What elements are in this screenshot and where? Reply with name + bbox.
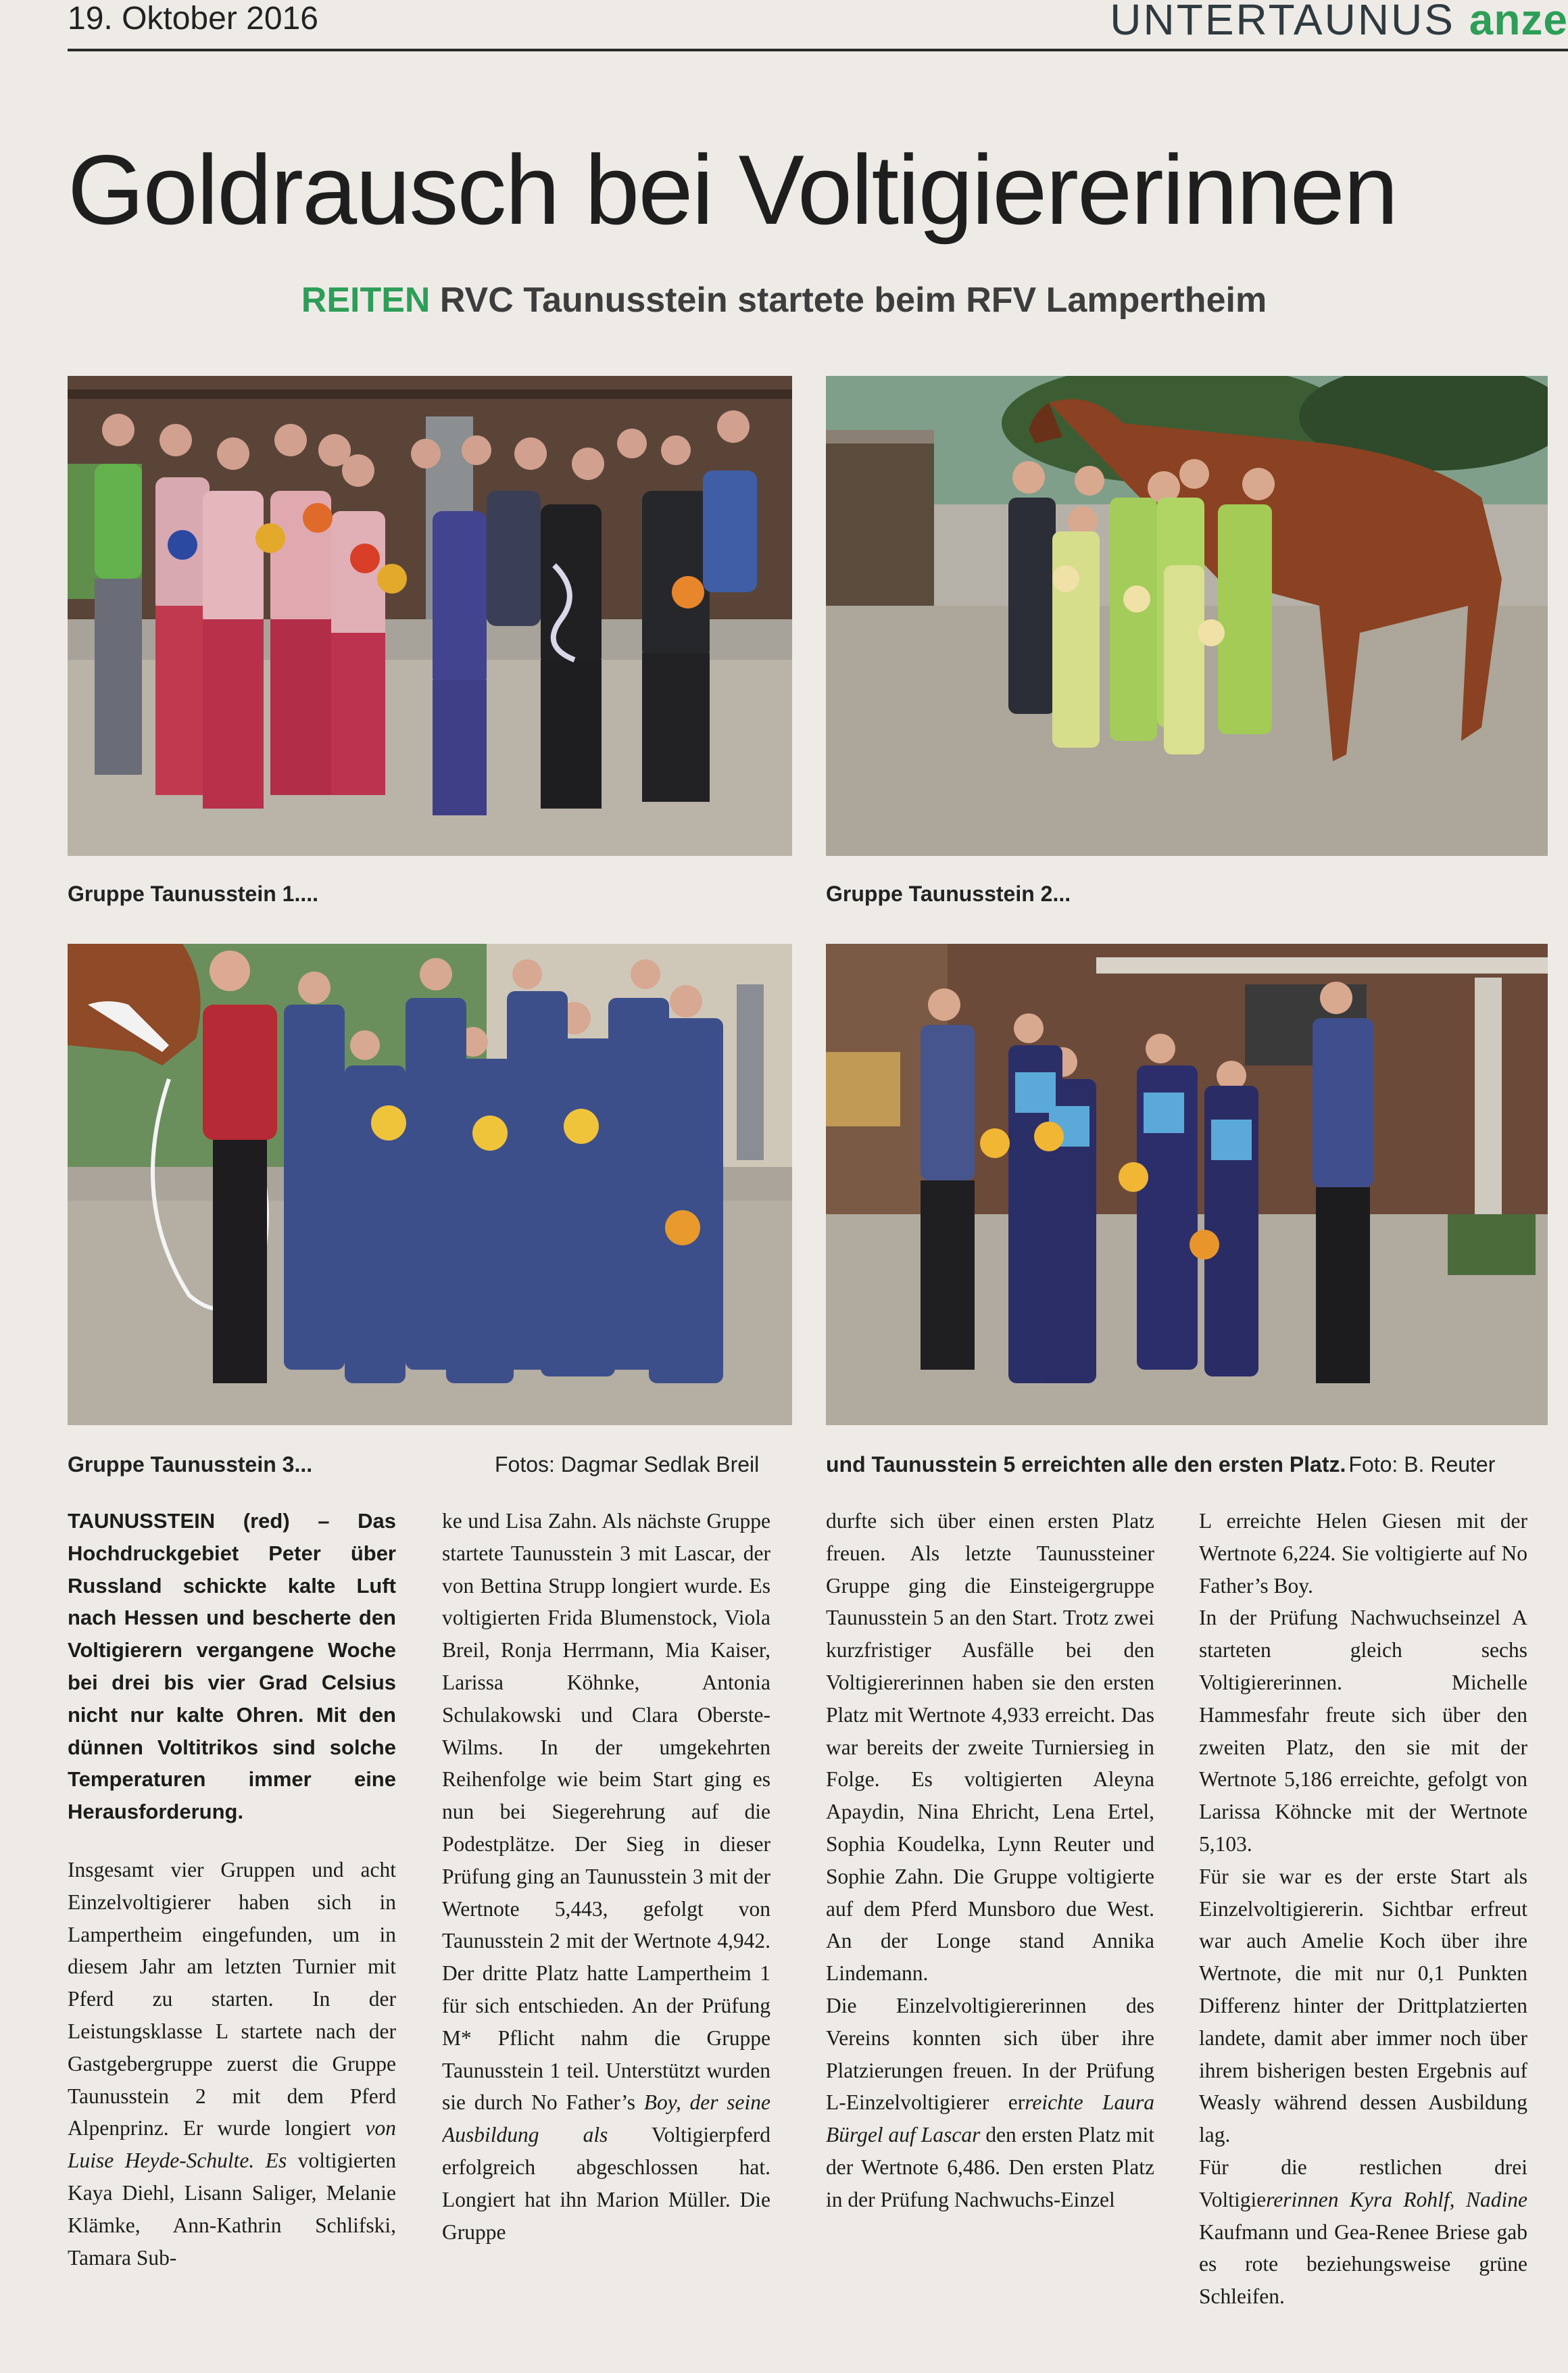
article-paragraph-7: Für sie war es der erste Start als Einzelvoltigiererin. Sichtbar erfreut war auch Amelie Koch über ihre Wertnote, die mit nur 0,1 Punkten Differenz hinter der Drittplatzierten landete, damit aber immer noch über ihrem bisherigen besten Ergebnis auf Weasly während dessen Ausbildung lag. <box>1199 1864 1527 2147</box>
article-column-3 <box>826 1505 1154 2343</box>
caption-photo-4-line <box>826 1451 1495 1478</box>
photo-group-taunusstein-2 <box>826 376 1548 856</box>
article-text: voltigierten Kaya Diehl, Lisann Saliger, Melanie Klämke, Ann-Kathrin Schlifski, Tamara Sub- <box>68 2149 396 2270</box>
article-column-2 <box>442 1505 770 2343</box>
article-text: Voltigierpferd erfolgreich abgeschlossen hat. Longiert hat ihn Marion Müller. Die Gruppe <box>442 2123 770 2244</box>
article-text-italic: Boy, der seine Ausbildung als <box>442 2090 770 2147</box>
caption-photo-1: Gruppe Taunusstein 1.... <box>68 882 319 906</box>
article-text: Kaufmann und Gea-Renee Briese gab es rote beziehungsweise grüne Schleifen. <box>1199 2220 1527 2309</box>
photo-group-taunusstein-3 <box>68 944 792 1425</box>
photo-group-taunusstein-1 <box>68 376 792 856</box>
subhead-kicker: REITEN <box>301 281 431 320</box>
article-text: ke und Lisa Zahn. Als nächste Gruppe startete Taunusstein 3 mit Lascar, der von Bettina Strupp longiert wurde. Es voltigierten Frida Blumenstock, Viola Breil, Ronja Herrmann, Mia Kaiser, Larissa Köhnke, Antonia Schulakowski und Clara Oberste-Wilms. In der umgekehrten Reihenfolge wie beim Start ging es nun bei Siegerehrung auf die Podestplätze. Der Sieg in dieser Prüfung ging an Taunusstein 3 mit der Wertnote 5,443, gefolgt von Taunusstein 2 mit der Wertnote 4,942. Der dritte Platz hatte Lampertheim 1 für sich entschieden. An der Prüfung M* Pflicht nahm die Gruppe Taunusstein 1 teil. Unterstützt wurden sie durch No Father’s <box>442 1509 770 2115</box>
article-paragraph-3: durfte sich über einen ersten Platz freuen. Als letzte Taunussteiner Gruppe ging die Einsteigergruppe Taunusstein 5 an den Start. Trotz zwei kurzfristiger Ausfälle bei den Voltigiererinnen haben sie den ersten Platz mit Wertnote 4,933 erreicht. Das war bereits der zweite Turniersieg in Folge. Es voltigierten Aleyna Apaydin, Nina Ehricht, Lena Ertel, Sophia Koudelka, Lynn Reuter und Sophie Zahn. Die Gruppe voltigierte auf dem Pferd Munsboro due West. An der Longe stand Annika Lindemann. <box>826 1509 1154 1986</box>
photo-taunusstein-5 <box>826 944 1548 1425</box>
caption-photo-2: Gruppe Taunusstein 2... <box>826 882 1071 906</box>
article-text-italic: reichte Laura Bürgel auf Lascar <box>826 2090 1154 2147</box>
article-paragraph-2 <box>442 1505 770 2248</box>
issue-date: 19. Oktober 2016 <box>68 1 318 37</box>
photo-credit-right: Foto: B. Reuter <box>1348 1452 1496 1477</box>
article-paragraph-1 <box>68 1854 396 2274</box>
article-paragraph-6: In der Prüfung Nachwuchseinzel A starteten gleich sechs Voltigiererinnen. Michelle Hammesfahr freute sich über den zweiten Platz, den sie mit der Wertnote 5,186 erreichte, gefolgt von Larissa Köhncke mit der Wertnote 5,103. <box>1199 1606 1527 1856</box>
article-text: Insgesamt vier Gruppen und acht Einzelvoltigierer haben sich in Lampertheim eingefunden, um in diesem Jahr am letzten Turnier mit Pferd zu starten. In der Leistungsklasse L startete nach der Gastgebergruppe zuerst die Gruppe Taunusstein 2 mit dem Pferd Alpenprinz. Er wurde longiert <box>68 1857 396 2140</box>
photo-credit-left: Fotos: Dagmar Sedlak Breil <box>495 1452 760 1477</box>
article-subhead <box>0 279 1568 322</box>
article-paragraph-4 <box>826 1990 1154 2216</box>
subhead-text: RVC Taunusstein startete beim RFV Lampertheim <box>430 281 1267 320</box>
article-text: Für die restlichen drei Voltigie <box>1199 2155 1527 2211</box>
article-column-1 <box>68 1505 396 2343</box>
article-headline: Goldrausch bei Voltigiererinnen <box>68 135 1398 245</box>
article-column-4 <box>1199 1505 1527 2343</box>
article-paragraph-8 <box>1199 2151 1527 2313</box>
article-text-italic: rerinnen Kyra Rohlf, Nadine <box>1266 2187 1527 2211</box>
caption-photo-3: Gruppe Taunusstein 3... <box>68 1452 313 1477</box>
article-text-italic: von Luise Heyde-Schulte. Es <box>68 2116 396 2173</box>
caption-photo-4: und Taunusstein 5 erreichten alle den ersten Platz. <box>826 1452 1346 1477</box>
masthead-rule <box>68 49 1568 51</box>
article-text: den ersten Platz mit der Wertnote 6,486. Den ersten Platz in der Prüfung Nachwuchs-Einzel <box>826 2123 1154 2211</box>
article-text: Die Einzelvoltigiererinnen des Vereins konnten sich über ihre Platzierungen freuen. In der Prüfung L-Einzelvoltigierer er <box>826 1993 1154 2115</box>
publisher-name <box>1110 0 1568 43</box>
article-lead: TAUNUSSTEIN (red) – Das Hochdruckgebiet Peter über Russland schickte kalte Luft nach Hessen und bescherte den Voltigierern vergangene Woche bei drei bis vier Grad Celsius nicht nur kalte Ohren. Mit den dünnen Voltitrikos sind solche Temperaturen immer eine Herausforderung. <box>68 1509 396 1824</box>
publisher-name-part-a: UNTERTAUNUS <box>1110 0 1469 44</box>
article-paragraph-5: L erreichte Helen Giesen mit der Wertnote 6,224. Sie voltigierte auf No Father’s Boy. <box>1199 1509 1527 1598</box>
publisher-name-part-b: anze <box>1469 0 1568 44</box>
